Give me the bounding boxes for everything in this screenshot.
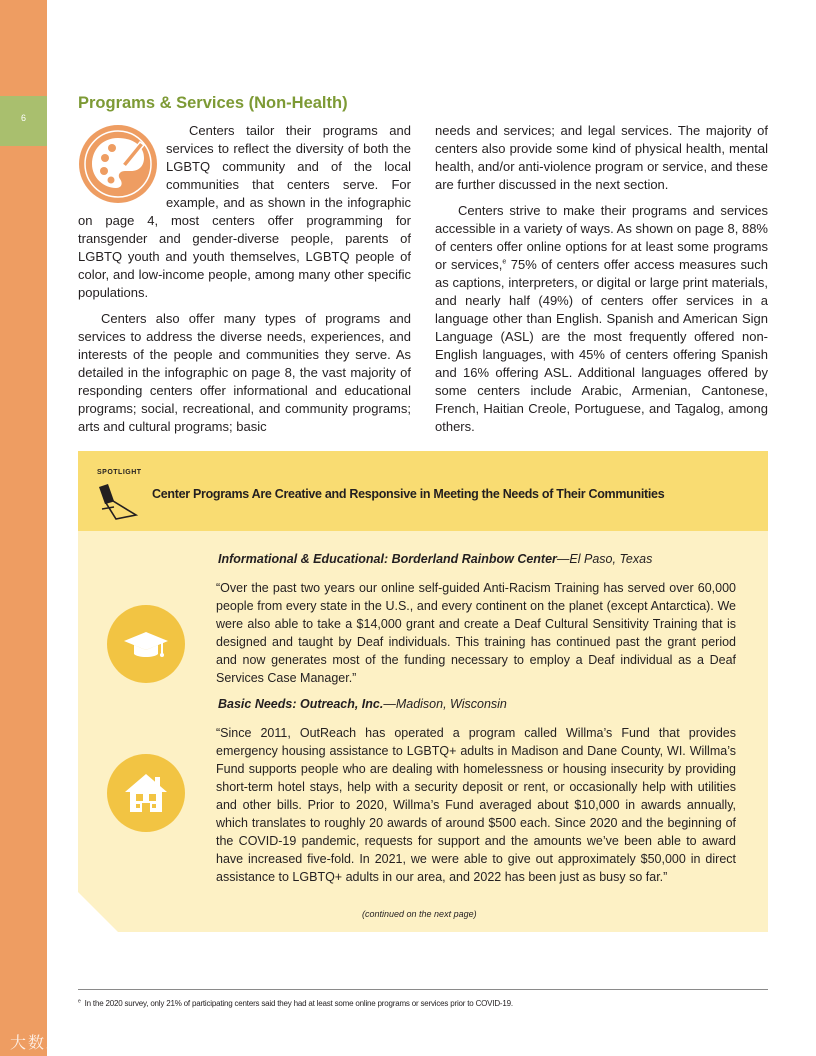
story-2-heading: Basic Needs: Outreach, Inc.—Madison, Wisconsin	[218, 697, 507, 711]
left-sidebar-bar	[0, 0, 47, 1056]
story-1-quote: “Over the past two years our online self-guided Anti-Racism Training has served over 60,000 people from every state in the U.S., and every continent on the planet (except Antarctica). We were also able to take a $14,000 grant and create a Deaf Cultural Sensitivity Training that is designed and taught by Deaf individuals. This training has continued past the grant period and now generates most of the funding necessary to employ a Deaf individual as a Deaf Services Case Manager.”	[216, 581, 736, 685]
right-column	[435, 122, 768, 444]
story-2-location: Madison, Wisconsin	[395, 697, 507, 711]
continued-note: (continued on the next page)	[362, 909, 477, 919]
footnote	[78, 999, 513, 1008]
story-2-quote: “Since 2011, OutReach has operated a program called Willma’s Fund that provides emergency housing assistance to LGBTQ+ adults in Madison and Dane County, WI. Willma’s Fund supports people who are dealing with homelessness or housing insecurity by providing short-term hotel stays, help with a security deposit or rent, or occasionally help with utilities and other bills. Prior to 2020, Willma’s Fund averaged about $10,000 in awards annually, which translates to roughly 20 awards of around $500 each. Since 2020 and the beginning of the COVID-19 pandemic, requests for support and the amounts we’ve been able to award have increased five-fold. In 2021, we were able to give out approximately $50,000 in direct assistance to LGBTQ+ adults in our area, and 2022 has been just as busy so far.”	[216, 726, 736, 884]
left-column	[78, 122, 411, 444]
story-1-category: Informational & Educational: Borderland Rainbow Center	[218, 552, 557, 566]
right-paragraph-2-end: 75% of centers offer access measures such as captions, interpreters, or digital or large print materials, and nearly half (49%) of centers offer services in a language other than English. Spanish and American Sign Language (ASL) are the most frequently offered non-English languages, with 45% of centers offering Spanish and 16% offering ASL. Additional languages offered by some centers include Arabic, Armenian, Cantonese, French, Haitian Creole, Portuguese, and Tagalog, among others.	[435, 257, 768, 434]
right-paragraph-2	[435, 202, 768, 436]
page-number: 6	[20, 113, 26, 123]
story-1-heading: Informational & Educational: Borderland Rainbow Center—El Paso, Texas	[218, 552, 653, 566]
right-paragraph-1: needs and services; and legal services. The majority of centers also provide some kind of physical health, mental health, and/or anti-violence program or service, and these are further discussed in the next section.	[435, 123, 768, 192]
footnote-text: In the 2020 survey, only 21% of participating centers said they had at least some online programs or services prior to COVID-19.	[84, 999, 513, 1008]
footnote-divider	[78, 989, 768, 990]
spotlight-label: SPOTLIGHT	[97, 469, 142, 476]
graduation-cap-icon	[107, 605, 185, 683]
story-1-location: El Paso, Texas	[569, 552, 653, 566]
footnote-marker: e	[78, 998, 81, 1005]
spotlight-title: Center Programs Are Creative and Responsive in Meeting the Needs of Their Communities	[152, 487, 665, 501]
palette-icon	[78, 124, 158, 206]
house-icon	[107, 754, 185, 832]
story-2-category: Basic Needs: Outreach, Inc.	[218, 697, 384, 711]
left-paragraph-1: Centers tailor their programs and services to reflect the diversity of both the LGBTQ community and of the local communities that centers serve. For example, and as shown in the infographic on page 4, most centers offer programming for transgender and gender-diverse people, parents of LGBTQ youth and youth themselves, LGBTQ people of color, and low-income people, among many other specific populations.	[78, 123, 411, 300]
section-title: Programs & Services (Non-Health)	[78, 94, 348, 112]
watermark: 大数跨境	[10, 1035, 83, 1052]
spotlight-lamp-icon	[96, 481, 140, 526]
left-paragraph-2: Centers also offer many types of programs and services to address the diverse needs, experiences, and interests of the people and communities they serve. As detailed in the infographic on page 8, the vast majority of responding centers offer informational and educational programs; social, recreational, and community programs; arts and cultural programs; basic	[78, 311, 411, 434]
right-paragraph-2-start: Centers strive to make their programs and services accessible in a variety of ways. As shown on page 8, 88% of centers offer online options for at least some programs or services,	[435, 203, 768, 272]
footnote-ref: e	[502, 258, 507, 266]
